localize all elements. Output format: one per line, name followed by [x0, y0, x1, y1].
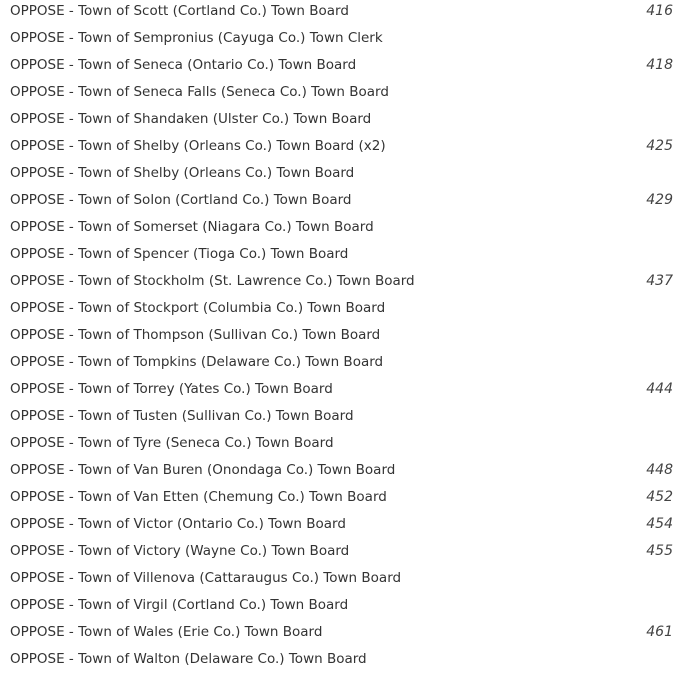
list-item[interactable]	[0, 594, 674, 621]
entry-label[interactable]: OPPOSE - Town of Seneca (Ontario Co.) Town Board	[10, 57, 357, 73]
list-item[interactable]	[0, 486, 674, 513]
entry-label[interactable]: OPPOSE - Town of Stockholm (St. Lawrence Co.) Town Board	[10, 273, 415, 289]
entry-label[interactable]: OPPOSE - Town of Tompkins (Delaware Co.) Town Board	[10, 354, 384, 370]
entry-label[interactable]: OPPOSE - Town of Solon (Cortland Co.) Town Board	[10, 192, 352, 208]
list-item[interactable]	[0, 540, 674, 567]
list-item[interactable]	[0, 567, 674, 594]
list-item[interactable]	[0, 621, 674, 648]
entry-label[interactable]: OPPOSE - Town of Van Etten (Chemung Co.) Town Board	[10, 489, 387, 505]
entry-label[interactable]: OPPOSE - Town of Victory (Wayne Co.) Town Board	[10, 543, 350, 559]
list-item[interactable]	[0, 162, 674, 189]
page-number[interactable]: 454	[646, 516, 673, 532]
page-number[interactable]: 461	[646, 624, 673, 640]
list-item[interactable]	[0, 513, 674, 540]
entry-label[interactable]: OPPOSE - Town of Shelby (Orleans Co.) Town Board (x2)	[10, 138, 386, 154]
page-number[interactable]: 437	[646, 273, 673, 289]
entry-label[interactable]: OPPOSE - Town of Stockport (Columbia Co.) Town Board	[10, 300, 386, 316]
page-number[interactable]: 452	[646, 489, 673, 505]
entry-label[interactable]: OPPOSE - Town of Villenova (Cattaraugus Co.) Town Board	[10, 570, 402, 586]
list-item[interactable]	[0, 432, 674, 459]
page-number[interactable]: 455	[646, 543, 673, 559]
entry-label[interactable]: OPPOSE - Town of Shelby (Orleans Co.) Town Board	[10, 165, 355, 181]
list-item[interactable]	[0, 324, 674, 351]
list-item[interactable]	[0, 297, 674, 324]
list-item[interactable]	[0, 405, 674, 432]
list-item[interactable]	[0, 270, 674, 297]
entry-label[interactable]: OPPOSE - Town of Victor (Ontario Co.) Town Board	[10, 516, 346, 532]
entry-label[interactable]: OPPOSE - Town of Wales (Erie Co.) Town Board	[10, 624, 323, 640]
entry-label[interactable]: OPPOSE - Town of Virgil (Cortland Co.) Town Board	[10, 597, 349, 613]
list-item[interactable]	[0, 243, 674, 270]
page-number[interactable]: 425	[646, 138, 673, 154]
list-item[interactable]	[0, 459, 674, 486]
page-number[interactable]: 448	[646, 462, 673, 478]
list-item[interactable]	[0, 0, 674, 27]
entry-label[interactable]: OPPOSE - Town of Torrey (Yates Co.) Town Board	[10, 381, 333, 397]
list-item[interactable]	[0, 351, 674, 378]
list-item[interactable]	[0, 648, 674, 675]
entry-label[interactable]: OPPOSE - Town of Walton (Delaware Co.) Town Board	[10, 651, 367, 667]
list-item[interactable]	[0, 189, 674, 216]
entry-label[interactable]: OPPOSE - Town of Spencer (Tioga Co.) Town Board	[10, 246, 349, 262]
list-item[interactable]	[0, 54, 674, 81]
entry-label[interactable]: OPPOSE - Town of Van Buren (Onondaga Co.) Town Board	[10, 462, 396, 478]
entry-label[interactable]: OPPOSE - Town of Scott (Cortland Co.) Town Board	[10, 3, 349, 19]
page-number[interactable]: 416	[646, 3, 673, 19]
entry-label[interactable]: OPPOSE - Town of Somerset (Niagara Co.) Town Board	[10, 219, 374, 235]
entry-label[interactable]: OPPOSE - Town of Shandaken (Ulster Co.) Town Board	[10, 111, 372, 127]
entry-label[interactable]: OPPOSE - Town of Thompson (Sullivan Co.) Town Board	[10, 327, 381, 343]
entry-label[interactable]: OPPOSE - Town of Tusten (Sullivan Co.) Town Board	[10, 408, 354, 424]
entry-label[interactable]: OPPOSE - Town of Tyre (Seneca Co.) Town Board	[10, 435, 334, 451]
list-item[interactable]	[0, 27, 674, 54]
entry-label[interactable]: OPPOSE - Town of Seneca Falls (Seneca Co.) Town Board	[10, 84, 389, 100]
list-item[interactable]	[0, 378, 674, 405]
list-item[interactable]	[0, 108, 674, 135]
list-item[interactable]	[0, 216, 674, 243]
page-number[interactable]: 444	[646, 381, 673, 397]
page-number[interactable]: 418	[646, 57, 673, 73]
page-number[interactable]: 429	[646, 192, 673, 208]
list-item[interactable]	[0, 135, 674, 162]
list-item[interactable]	[0, 81, 674, 108]
entry-label[interactable]: OPPOSE - Town of Sempronius (Cayuga Co.) Town Clerk	[10, 30, 383, 46]
